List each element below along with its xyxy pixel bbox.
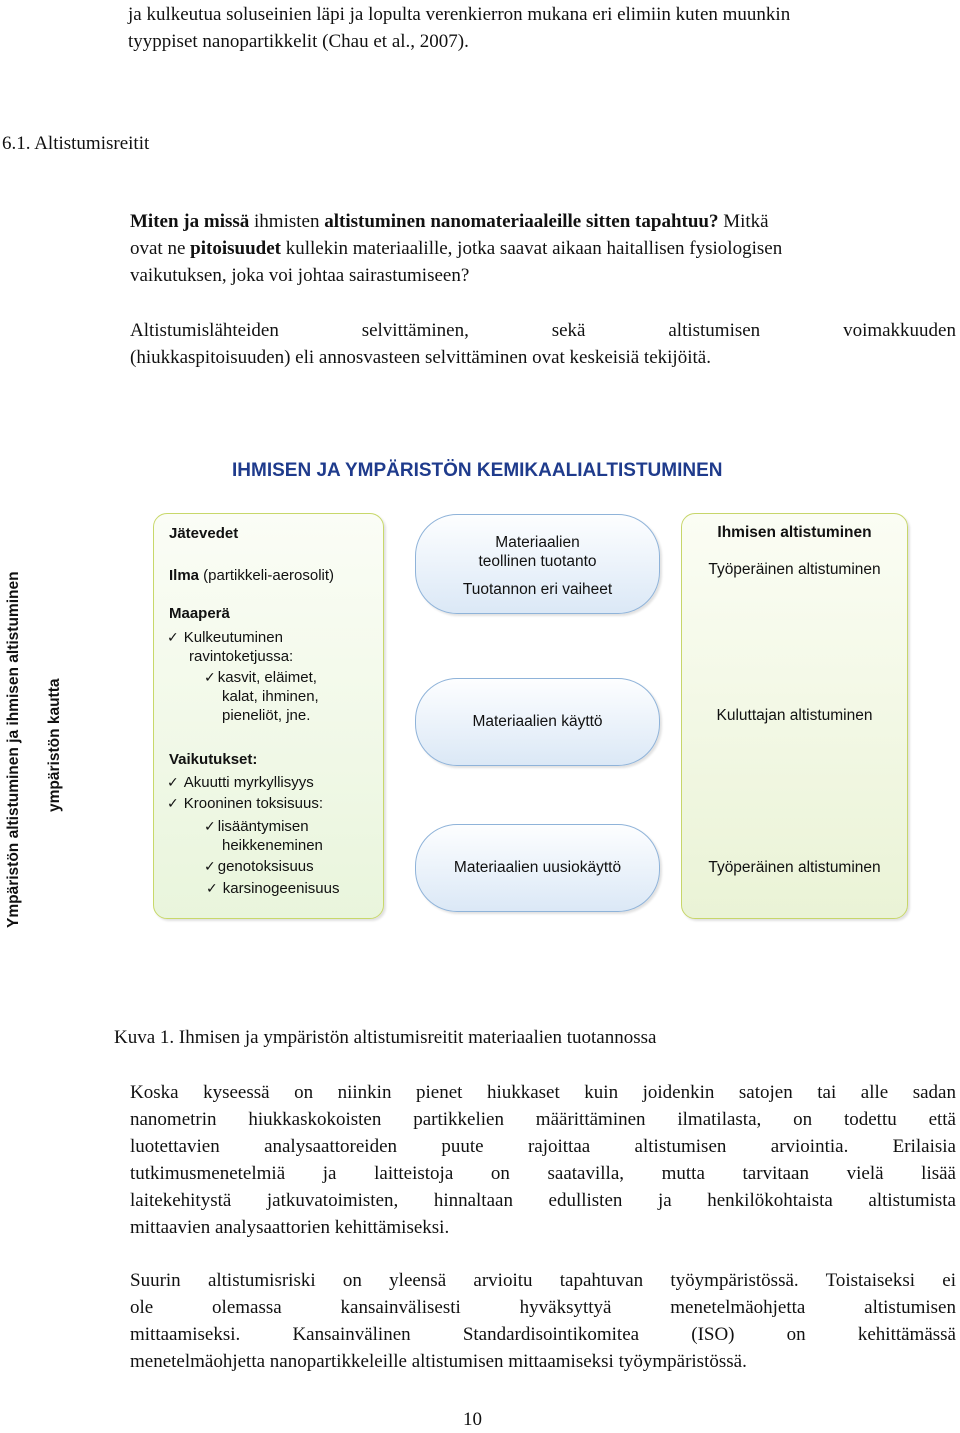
para1-line-2: [130, 235, 956, 262]
para1-bold-c: altistuminen nanomateriaaleille sitten tapahtuu?: [324, 211, 719, 232]
karsinogeenisuus-item: [206, 879, 339, 898]
paragraph-2: [130, 317, 956, 371]
paragraph-1: [130, 208, 956, 289]
intro-paragraph: [128, 1, 958, 55]
jatevedet-label: Jätevedet: [169, 525, 239, 542]
krooninen-text: Krooninen toksisuus:: [183, 795, 323, 812]
lisaantyminen-item: [204, 817, 323, 855]
check-icon: ✓: [206, 880, 218, 896]
vertical-label-outer: Ympäristön altistuminen ja ihmisen altistuminen: [5, 571, 22, 928]
intro-line-2: tyyppiset nanopartikkelit (Chau et al., 2007).: [128, 31, 469, 52]
genotoksisuus-text: genotoksisuus: [217, 858, 314, 875]
genotoksisuus-item: [204, 857, 314, 876]
para3-line-6: mittaavien analysaattorien kehittämiseksi.: [130, 1217, 450, 1238]
oval-material-use: Materiaalien käyttö: [415, 678, 660, 766]
ilma-label: [169, 566, 334, 585]
lisaantyminen-text-1: lisääntymisen: [217, 818, 309, 835]
figure-title: IHMISEN JA YMPÄRISTÖN KEMIKAALIALTISTUMINEN: [232, 460, 723, 481]
para3-line-1: Koska kyseessä on niinkin pienet hiukkaset kuin joidenkin satojen tai alle sadan: [130, 1082, 956, 1103]
page-number: 10: [463, 1409, 482, 1430]
check-icon: ✓: [167, 795, 179, 811]
ilma-bold: Ilma: [169, 567, 200, 584]
para4-line-1: Suurin altistumisriski on yleensä arvioitu tapahtuvan työympäristössä. Toistaiseksi ei: [130, 1270, 956, 1291]
environment-box: [153, 513, 384, 919]
section-heading: 6.1. Altistumisreitit: [2, 133, 150, 154]
consumer-exposure: Kuluttajan altistuminen: [716, 707, 873, 724]
check-icon: ✓: [204, 818, 216, 834]
check-icon: ✓: [167, 774, 179, 790]
para1-text-2c: kullekin materiaalille, jotka saavat aikaan haitallisen fysiologisen: [280, 238, 783, 259]
food-text-3: pieneliöt, jne.: [222, 707, 311, 724]
akuutti-text: Akuutti myrkyllisyys: [183, 774, 314, 791]
para1-line-1: [130, 208, 956, 235]
para1-bold-2b: pitoisuudet: [190, 238, 281, 259]
krooninen-item: [167, 794, 323, 813]
intro-line-1: ja kulkeutua soluseinien läpi ja lopulta verenkierron mukana eri elimiin kuten muunkin: [128, 4, 791, 25]
oval1-title: [416, 515, 659, 571]
kulkeutuminen-text-2: ravintoketjussa:: [189, 648, 294, 665]
vertical-label-inner: ympäristön kautta: [46, 678, 63, 812]
oval-material-recycling: Materiaalien uusiokäyttö: [415, 824, 660, 912]
check-icon: ✓: [204, 669, 216, 685]
vaikutukset-label: Vaikutukset:: [169, 751, 258, 768]
oval1-title-line-2: teollinen tuotanto: [478, 553, 597, 570]
para4-line-4: menetelmäohjetta nanopartikkeleille altistumisen mittaamiseksi työympäristössä.: [130, 1351, 747, 1372]
paragraph-4: [130, 1267, 956, 1375]
check-icon: ✓: [204, 858, 216, 874]
para1-line-3: vaikutuksen, joka voi johtaa sairastumiseen?: [130, 265, 470, 286]
para2-line-2: (hiukkaspitoisuuden) eli annosvasteen selvittäminen ovat keskeisiä tekijöitä.: [130, 347, 711, 368]
ilma-detail: (partikkeli-aerosolit): [199, 567, 335, 584]
kulkeutuminen-text-1: Kulkeutuminen: [183, 629, 283, 646]
occupational-exposure-2: Työperäinen altistuminen: [708, 859, 881, 876]
kulkeutuminen-item: [167, 628, 293, 666]
food-chain-item: [204, 668, 319, 725]
paragraph-3: [130, 1079, 956, 1241]
occupational-exposure-1: Työperäinen altistuminen: [708, 561, 881, 578]
para1-text-b: ihmisten: [249, 211, 325, 232]
karsinogeenisuus-text: karsinogeenisuus: [222, 880, 340, 897]
oval1-title-line-1: Materiaalien: [495, 534, 580, 551]
human-exposure-box: [681, 513, 908, 919]
para1-bold-a: Miten ja missä: [130, 211, 250, 232]
oval-industrial-production: [415, 514, 660, 614]
maapera-label: Maaperä: [169, 605, 230, 622]
para4-line-2: ole olemassa kansainvälisesti hyväksyttyä menetelmäohjetta altistumisen: [130, 1297, 956, 1318]
para1-text-d: Mitkä: [718, 211, 769, 232]
para4-line-3: mittaamiseksi. Kansainvälinen Standardisointikomitea (ISO) on kehittämässä: [130, 1324, 956, 1345]
para1-text-2a: ovat ne: [130, 238, 191, 259]
akuutti-item: [167, 773, 314, 792]
para2-line-1: Altistumislähteiden selvittäminen, sekä altistumisen voimakkuuden: [130, 320, 956, 341]
check-icon: ✓: [167, 629, 179, 645]
para3-line-5: laitekehitystä jatkuvatoimisten, hinnaltaan edullisten ja henkilökohtaista altistumista: [130, 1190, 956, 1211]
food-text-1: kasvit, eläimet,: [217, 669, 317, 686]
food-text-2: kalat, ihminen,: [222, 688, 319, 705]
para3-line-2: nanometrin hiukkaskokoisten partikkelien määrittäminen ilmatilasta, on todettu että: [130, 1109, 956, 1130]
figure-caption: Kuva 1. Ihmisen ja ympäristön altistumisreitit materiaalien tuotannossa: [114, 1027, 657, 1048]
lisaantyminen-text-2: heikkeneminen: [222, 837, 323, 854]
human-exposure-title: Ihmisen altistuminen: [717, 524, 872, 541]
para3-line-3: luotettavien analysaattoreiden puute rajoittaa altistumisen arviointia. Erilaisia: [130, 1136, 956, 1157]
para3-line-4: tutkimusmenetelmiä ja laitteistoja on saatavilla, mutta tarvitaan vielä lisää: [130, 1163, 956, 1184]
oval1-subtitle: Tuotannon eri vaiheet: [462, 581, 613, 598]
